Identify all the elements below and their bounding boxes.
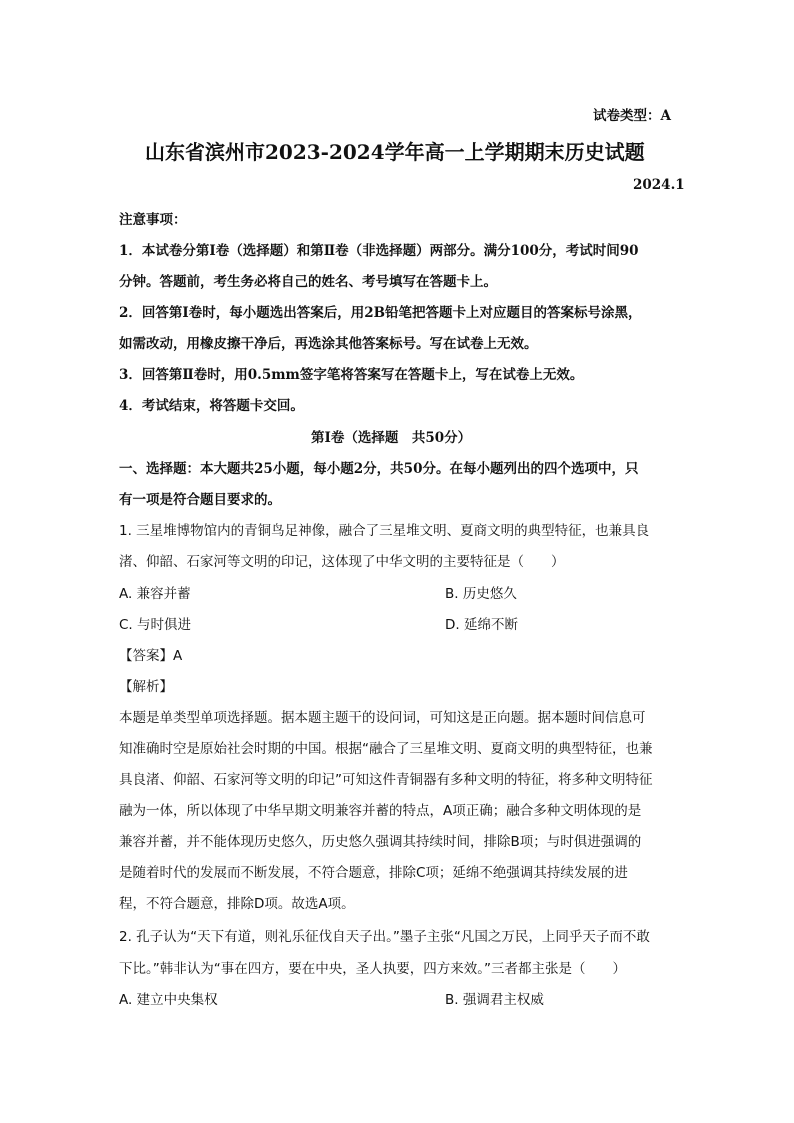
exam-date: 2024.1 xyxy=(633,177,685,193)
notice-line: 如需改动，用橡皮擦干净后，再选涂其他答案标号。写在试卷上无效。 xyxy=(119,336,538,352)
paper-type-label: 试卷类型：A xyxy=(593,108,671,124)
page-title: 山东省滨州市2023-2024学年高一上学期期末历史试题 xyxy=(145,140,645,164)
section-instruction-line: 一、选择题：本大题共25小题，每小题2分，共50分。在每小题列出的四个选项中，只 xyxy=(119,461,639,477)
notice-line: 3．回答第Ⅱ卷时，用0.5mm签字笔将答案写在答题卡上，写在试卷上无效。 xyxy=(119,367,584,383)
notice-line: 4．考试结束，将答题卡交回。 xyxy=(119,398,304,414)
option-c: C. 与时俱进 xyxy=(119,617,192,633)
analysis-line: 具良渚、仰韶、石家河等文明的印记”可知这件青铜器有多种文明的特征，将多种文明特征 xyxy=(119,772,653,788)
option-a: A. 建立中央集权 xyxy=(119,992,218,1008)
option-d: D. 延绵不断 xyxy=(445,617,518,633)
option-b: B. 强调君主权威 xyxy=(445,992,544,1008)
analysis-line: 是随着时代的发展而不断发展，不符合题意，排除C项；延绵不绝强调其持续发展的进 xyxy=(119,865,628,881)
analysis-line: 本题是单类型单项选择题。据本题主题干的设问词，可知这是正向题。据本题时间信息可 xyxy=(119,710,646,726)
analysis-line: 程，不符合题意，排除D项。故选A项。 xyxy=(119,896,355,912)
notice-line: 分钟。答题前，考生务必将自己的姓名、考号填写在答题卡上。 xyxy=(119,274,497,290)
analysis-line: 兼容并蓄，并不能体现历史悠久，历史悠久强调其持续时间，排除B项；与时俱进强调的 xyxy=(119,834,642,850)
analysis-line: 融为一体，所以体现了中华早期文明兼容并蓄的特点，A项正确；融合多种文明体现的是 xyxy=(119,803,642,819)
question-stem-line: 1. 三星堆博物馆内的青铜鸟足神像，融合了三星堆文明、夏商文明的典型特征，也兼具良 xyxy=(119,523,650,539)
answer-label: 【答案】A xyxy=(119,648,183,664)
analysis-line: 知准确时空是原始社会时期的中国。根据“融合了三星堆文明、夏商文明的典型特征，也兼 xyxy=(119,741,653,757)
question-stem-line: 渚、仰韶、石家河等文明的印记，这体现了中华文明的主要特征是（ ） xyxy=(119,554,565,570)
notice-line: 1．本试卷分第Ⅰ卷（选择题）和第Ⅱ卷（非选择题）两部分。满分100分，考试时间90 xyxy=(119,243,639,259)
notice-line: 2．回答第Ⅰ卷时，每小题选出答案后，用2B铅笔把答题卡上对应题目的答案标号涂黑， xyxy=(119,305,642,321)
question-stem-line: 2. 孔子认为“天下有道，则礼乐征伐自天子出。”墨子主张“凡国之万民，上同乎天子而不敢 xyxy=(119,929,650,945)
option-a: A. 兼容并蓄 xyxy=(119,586,191,602)
section-title: 第Ⅰ卷（选择题 共50分） xyxy=(311,430,472,446)
analysis-heading: 【解析】 xyxy=(119,679,173,695)
option-b: B. 历史悠久 xyxy=(445,586,517,602)
notice-heading: 注意事项： xyxy=(119,212,187,228)
question-stem-line: 下比。”韩非认为“事在四方，要在中央，圣人执要，四方来效。”三者都主张是（ ） xyxy=(119,961,626,977)
section-instruction-line: 有一项是符合题目要求的。 xyxy=(119,492,281,508)
